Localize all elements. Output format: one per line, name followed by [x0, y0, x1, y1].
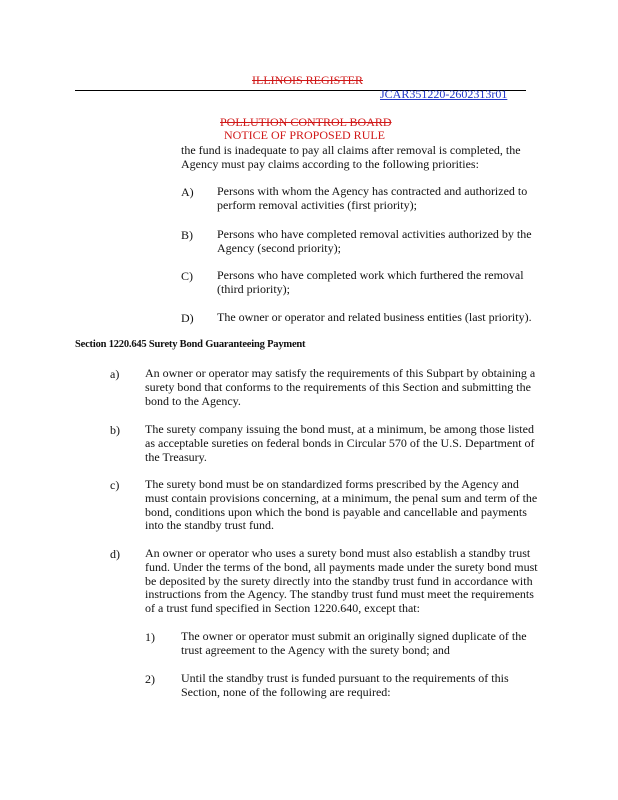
item-line: Section, none of the following are required: — [181, 684, 391, 699]
priority-text — [217, 185, 527, 213]
priority-line: Persons who have completed work which furthered the removal — [217, 268, 524, 282]
header-board: POLLUTION CONTROL BOARD — [220, 115, 392, 129]
header-register: ILLINOIS REGISTER — [252, 73, 363, 87]
item-text — [181, 630, 527, 658]
priority-label: C) — [181, 269, 193, 283]
intro-line: Agency must pay claims according to the following priorities: — [181, 156, 479, 171]
subsection-label: c) — [110, 478, 120, 492]
item-line: trust agreement to the Agency with the surety bond; and — [181, 642, 450, 657]
priority-label: B) — [181, 228, 193, 242]
priority-line: (third priority); — [217, 281, 290, 296]
priority-text — [217, 228, 532, 256]
header-jcar[interactable]: JCAR351220-2602313r01 — [380, 87, 508, 101]
priority-line: The owner or operator and related business entities (last priority). — [217, 310, 532, 324]
subsection-line: An owner or operator who uses a surety bond must also establish a standby trust — [145, 546, 531, 560]
subsection-line: An owner or operator may satisfy the requirements of this Subpart by obtaining a — [145, 366, 536, 380]
subsection-label: a) — [110, 367, 120, 381]
priority-line: Persons who have completed removal activities authorized by the — [217, 227, 532, 241]
subsection-label: d) — [110, 547, 120, 561]
priority-line: Persons with whom the Agency has contracted and authorized to — [217, 184, 528, 198]
subsection-line: into the standby trust fund. — [145, 518, 274, 533]
subsection-line: surety bond that conforms to the requirements of this Section and submitting the — [145, 379, 531, 394]
item-text — [181, 672, 509, 700]
subsection-text — [145, 547, 538, 616]
subsection-line: of a trust fund specified in Section 1220.640, except that: — [145, 601, 420, 616]
subsection-line: must contain provisions concerning, at a minimum, the penal sum and term of the — [145, 490, 538, 505]
subsection-text — [145, 423, 535, 464]
subsection-line: The surety bond must be on standardized forms prescribed by the Agency and — [145, 477, 519, 491]
item-line: The owner or operator must submit an originally signed duplicate of the — [181, 629, 527, 643]
priority-line: perform removal activities (first priority); — [217, 197, 417, 212]
item-line: Until the standby trust is funded pursuant to the requirements of this — [181, 671, 509, 685]
priority-line: Agency (second priority); — [217, 240, 341, 255]
item-label: 2) — [145, 672, 155, 686]
priority-label: A) — [181, 185, 194, 199]
subsection-line: fund. Under the terms of the bond, all payments made under the surety bond must — [145, 559, 538, 574]
subsection-label: b) — [110, 423, 120, 437]
priority-label: D) — [181, 311, 194, 325]
subsection-line: the Treasury. — [145, 449, 207, 464]
priority-text — [217, 311, 532, 325]
subsection-line: bond, conditions upon which the bond is payable and cancellable and payments — [145, 504, 527, 519]
subsection-line: be deposited by the surety directly into the standby trust fund in accordance with — [145, 573, 533, 588]
subsection-line: as acceptable sureties on federal bonds in Circular 570 of the U.S. Department of — [145, 435, 535, 450]
section-heading: Section 1220.645 Surety Bond Guaranteeing Payment — [75, 339, 306, 350]
subsection-text — [145, 478, 537, 533]
priority-text — [217, 269, 524, 297]
subsection-line: instructions from the Agency. The standby trust fund must meet the requirements — [145, 587, 534, 602]
subsection-line: The surety company issuing the bond must, at a minimum, be among those listed — [145, 422, 534, 436]
item-label: 1) — [145, 630, 155, 644]
intro-line: the fund is inadequate to pay all claims after removal is completed, the — [181, 143, 521, 157]
header-notice: NOTICE OF PROPOSED RULE — [224, 128, 386, 142]
subsection-line: bond to the Agency. — [145, 393, 241, 408]
subsection-text — [145, 367, 535, 408]
intro-paragraph — [181, 144, 521, 172]
